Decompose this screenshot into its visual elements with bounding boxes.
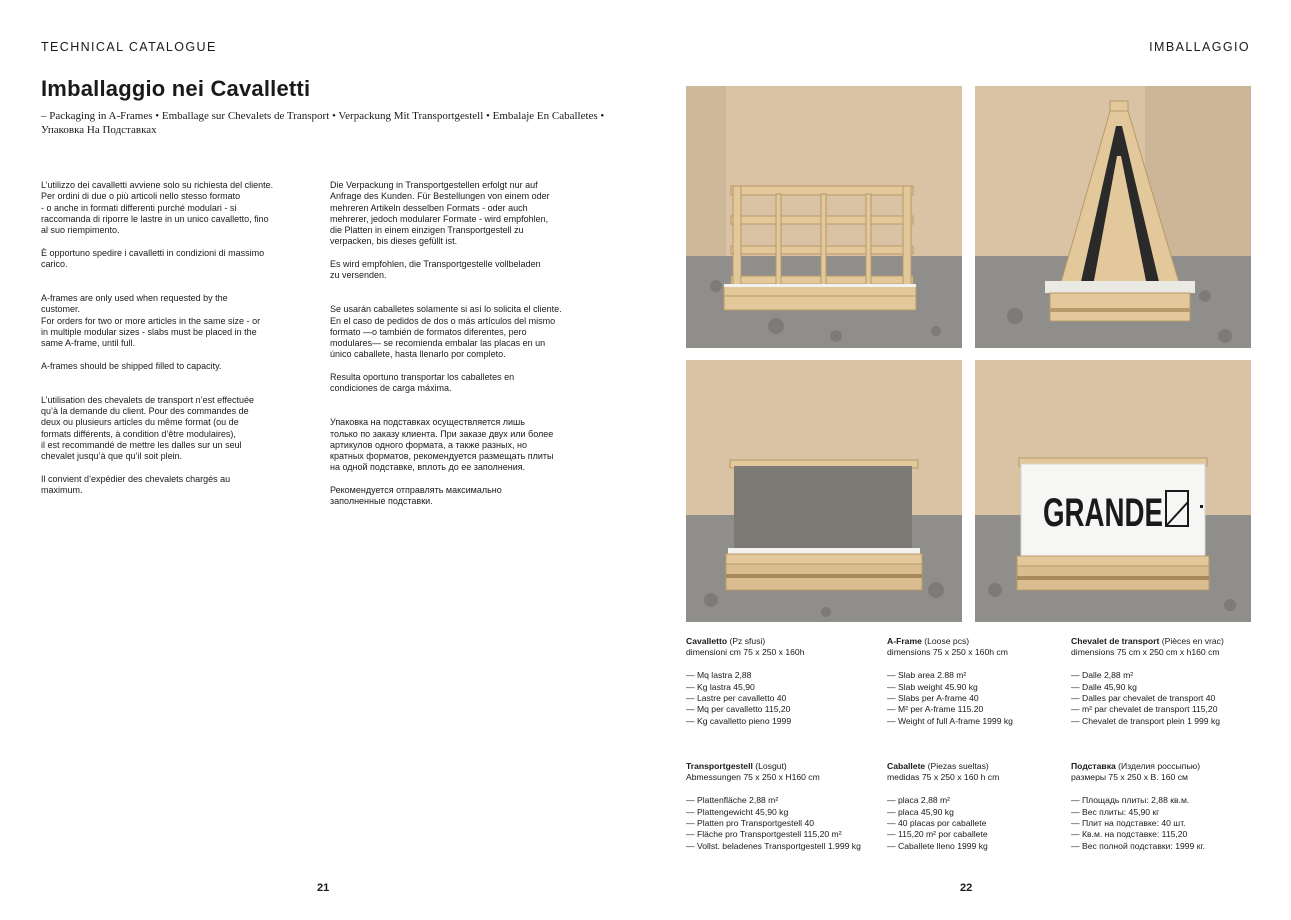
photo-a-frame-grande-pack (975, 360, 1251, 622)
paragraph-fr-2: Il convient d’expédier des chevalets chargés au maximum. (41, 473, 231, 496)
spec-lines: — placa 2,88 m² — placa 45,90 kg — 40 placas por caballete — 115,20 m² por caballete — Caballete lleno 1999 kg (887, 795, 988, 851)
spec-note: (Piezas sueltas) (925, 761, 989, 771)
spec-lines: — Dalle 2,88 m² — Dalle 45,90 kg — Dalles par chevalet de transport 40 — m² par chevalet de transport 115,20 — Chevalet de transport plein 1 999 kg (1071, 670, 1221, 726)
spec-block-fr (1071, 636, 1271, 727)
spec-name: A-Frame (887, 636, 922, 646)
spec-block-ru (1071, 761, 1271, 852)
photo-a-frame-side (975, 86, 1251, 348)
paragraph-it-1: L’utilizzo dei cavalletti avviene solo su richiesta del cliente. Per ordini di due o più articoli nello stesso formato - o anche in formati differenti purché modulari - si raccomanda di riporre le lastre in un unico cavalletto, fino al suo riempimento. (41, 180, 274, 236)
paragraph-fr-1: L’utilisation des chevalets de transport n’est effectuée qu’à la demande du client. Pour des commandes de deux ou plusieurs articles du même format (ou de formats différents, à condition d’être modulaires), il est recommandé de mettre les dalles sur un seul chevalet jusqu’à que qu’il soit plein. (41, 394, 254, 462)
spec-note: (Loose pcs) (921, 636, 970, 646)
paragraph-es-2: Resulta oportuno transportar los caballetes en condiciones de carga máxima. (330, 372, 515, 394)
spec-dimensions: medidas 75 x 250 x 160 h cm (887, 772, 1000, 783)
page-number-right: 22 (960, 882, 973, 894)
spec-block-es (887, 761, 1062, 852)
paragraph-ru-1: Упаковка на подставках осуществляется лишь только по заказу клиента. При заказе двух или более артикулов одного формата, а также разных, но кратных форматов, рекомендуется размещать плиты на одной подставке, вплоть до ее заполнения. (330, 417, 554, 473)
page-subtitle: – Packaging in A-Frames • Emballage sur Chevalets de Transport • Verpackung Mit Transportgestell • Embalaje En Caballetes • Упаковка На Подставках (41, 110, 605, 136)
spec-lines: — Plattenfläche 2,88 m² — Plattengewicht 45,90 kg — Platten pro Transportgestell 40 — Fläche pro Transportgestell 115,20 m² — Vollst. beladenes Transportgestell 1.999 kg (686, 795, 861, 851)
spec-dimensions: dimensions 75 cm x 250 cm x h160 cm (1071, 647, 1220, 658)
page-number-left: 21 (317, 882, 330, 894)
paragraph-de-2: Es wird empfohlen, die Transportgestelle vollbeladen zu versenden. (330, 259, 541, 281)
spec-name: Подставка (1071, 761, 1116, 771)
spec-dimensions: Abmessungen 75 x 250 x H160 cm (686, 772, 820, 783)
paragraph-en-1: A-frames are only used when requested by the customer. For orders for two or more articles in the same size - or in multiple modular sizes - slabs must be placed in the same A-frame, until full. (41, 292, 261, 349)
spec-lines: — Площадь плиты: 2,88 кв.м. — Вес плиты: 45,90 кг — Плит на подставке: 40 шт. — Кв.м. на подставке: 115,20 — Вес полной подставки: 1999 кг. (1071, 795, 1205, 851)
spec-name: Chevalet de transport (1071, 636, 1160, 646)
paragraph-ru-2: Рекомендуется отправлять максимально заполненные подставки. (330, 485, 502, 507)
spec-note: (Pièces en vrac) (1159, 636, 1224, 646)
paragraph-en-2: A-frames should be shipped filled to capacity. (41, 360, 222, 371)
spec-note: (Изделия россыпью) (1115, 761, 1201, 771)
spec-note: (Losgut) (752, 761, 787, 771)
spec-block-de (686, 761, 881, 852)
paragraph-it-2: È opportuno spedire i cavalletti in condizioni di massimo carico. (41, 247, 265, 270)
photo-empty-a-frame-front (686, 86, 962, 348)
spec-note: (Pz sfusi) (727, 636, 766, 646)
spec-lines: — Slab area 2.88 m² — Slab weight 45.90 kg — Slabs per A-frame 40 — M² per A-frame 115.20 — Weight of full A-frame 1999 kg (887, 670, 1013, 726)
text-column-right (330, 180, 562, 508)
spec-dimensions: dimensions 75 x 250 x 160h cm (887, 647, 1008, 658)
page-title: Imballaggio nei Cavalletti (41, 76, 311, 101)
paragraph-es-1: Se usarán caballetes solamente si así lo solicita el cliente. En el caso de pedidos de dos o más artículos del mismo formato —o también de formatos diferentes, pero modulares— se recomienda embalar las placas en un único caballete, hasta llenarlo por completo. (330, 304, 562, 360)
spec-block-it (686, 636, 876, 727)
photo-a-frame-with-slab (686, 360, 962, 622)
section-header: IMBALLAGGIO (1149, 40, 1250, 54)
spec-block-en (887, 636, 1062, 727)
text-column-left (41, 180, 281, 496)
grande-logo-text: GRANDE (1043, 491, 1163, 535)
spec-dimensions: dimensioni cm 75 x 250 x 160h (686, 647, 805, 658)
spec-dimensions: размеры 75 x 250 x В. 160 см (1071, 772, 1188, 783)
spec-lines: — Mq lastra 2,88 — Kg lastra 45,90 — Lastre per cavalletto 40 — Mq per cavalletto 115,20 — Kg cavalletto pieno 1999 (686, 670, 792, 726)
spec-name: Caballete (887, 761, 926, 771)
spec-name: Transportgestell (686, 761, 753, 771)
catalogue-header: TECHNICAL CATALOGUE (41, 40, 217, 54)
spec-name: Cavalletto (686, 636, 728, 646)
paragraph-de-1: Die Verpackung in Transportgestellen erfolgt nur auf Anfrage des Kunden. Für Bestellungen von einem oder mehreren Artikeln desselben Formats - oder auch mehrerer, jedoch modularer Formate - wird empfohlen, die Platten in einem einzigen Transportgestell zu verpacken, bis dieses gefüllt ist. (330, 180, 550, 247)
